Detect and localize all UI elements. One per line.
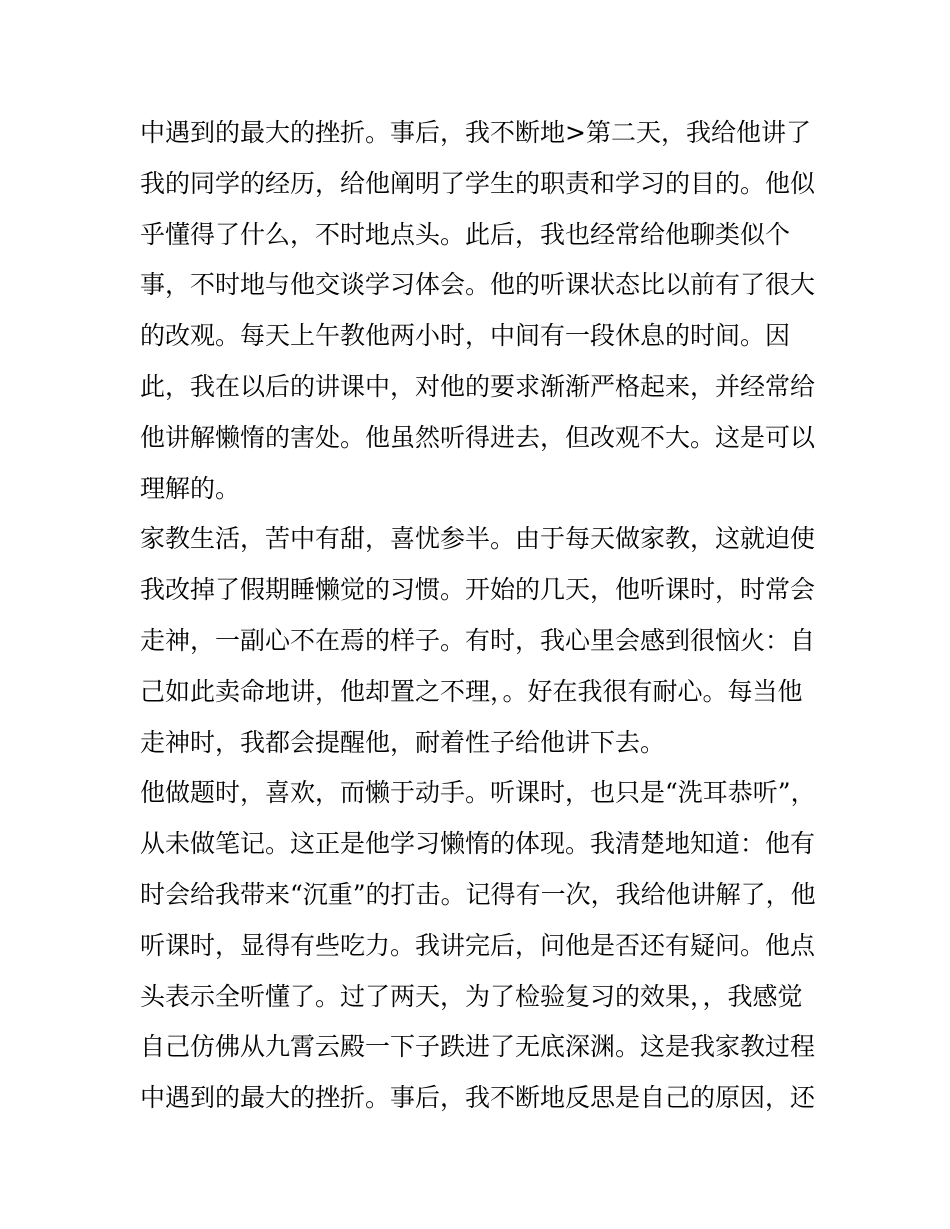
text-line: 从未做笔记。这正是他学习懒惰的体现。我清楚地知道：他有 <box>140 829 816 859</box>
text-line: 己如此卖命地讲，他却置之不理，。好在我很有耐心。每当他 <box>140 676 803 706</box>
text-line: 此，我在以后的讲课中，对他的要求渐渐严格起来，并经常给 <box>140 371 816 401</box>
text-line: 的改观。每天上午教他两小时，中间有一段休息的时间。因 <box>140 321 791 351</box>
text-line: 他做题时，喜欢，而懒于动手。听课时，也只是“洗耳恭听”， <box>140 778 816 808</box>
text-line: 中遇到的最大的挫折。事后，我不断地反思是自己的原因，还 <box>140 1083 816 1113</box>
text-line: 事，不时地与他交谈学习体会。他的听课状态比以前有了很大 <box>140 270 816 300</box>
text-line: 自己仿佛从九霄云殿一下子跌进了无底深渊。这是我家教过程 <box>140 1032 816 1062</box>
text-line: 我的同学的经历，给他阐明了学生的职责和学习的目的。他似 <box>140 168 816 198</box>
text-line: 我改掉了假期睡懒觉的习惯。开始的几天，他听课时，时常会 <box>140 575 816 605</box>
body-text <box>140 108 820 1124</box>
text-line: 时会给我带来“沉重”的打击。记得有一次，我给他讲解了，他 <box>140 879 816 909</box>
text-line: 乎懂得了什么，不时地点头。此后，我也经常给他聊类似个 <box>140 219 791 249</box>
text-line: 听课时，显得有些吃力。我讲完后，问他是否还有疑问。他点 <box>140 930 816 960</box>
text-line: 走神，一副心不在焉的样子。有时，我心里会感到很恼火：自 <box>140 625 816 655</box>
text-line: 理解的。 <box>140 473 241 503</box>
text-line: 家教生活，苦中有甜，喜忧参半。由于每天做家教，这就迫使 <box>140 524 816 554</box>
text-line: 走神时，我都会提醒他，耐着性子给他讲下去。 <box>140 727 666 757</box>
text-line: 中遇到的最大的挫折。事后，我不断地>第二天，我给他讲了 <box>140 118 811 147</box>
text-line: 头表示全听懂了。过了两天，为了检验复习的效果，，我感觉 <box>140 981 803 1011</box>
text-line: 他讲解懒惰的害处。他虽然听得进去，但改观不大。这是可以 <box>140 422 816 452</box>
